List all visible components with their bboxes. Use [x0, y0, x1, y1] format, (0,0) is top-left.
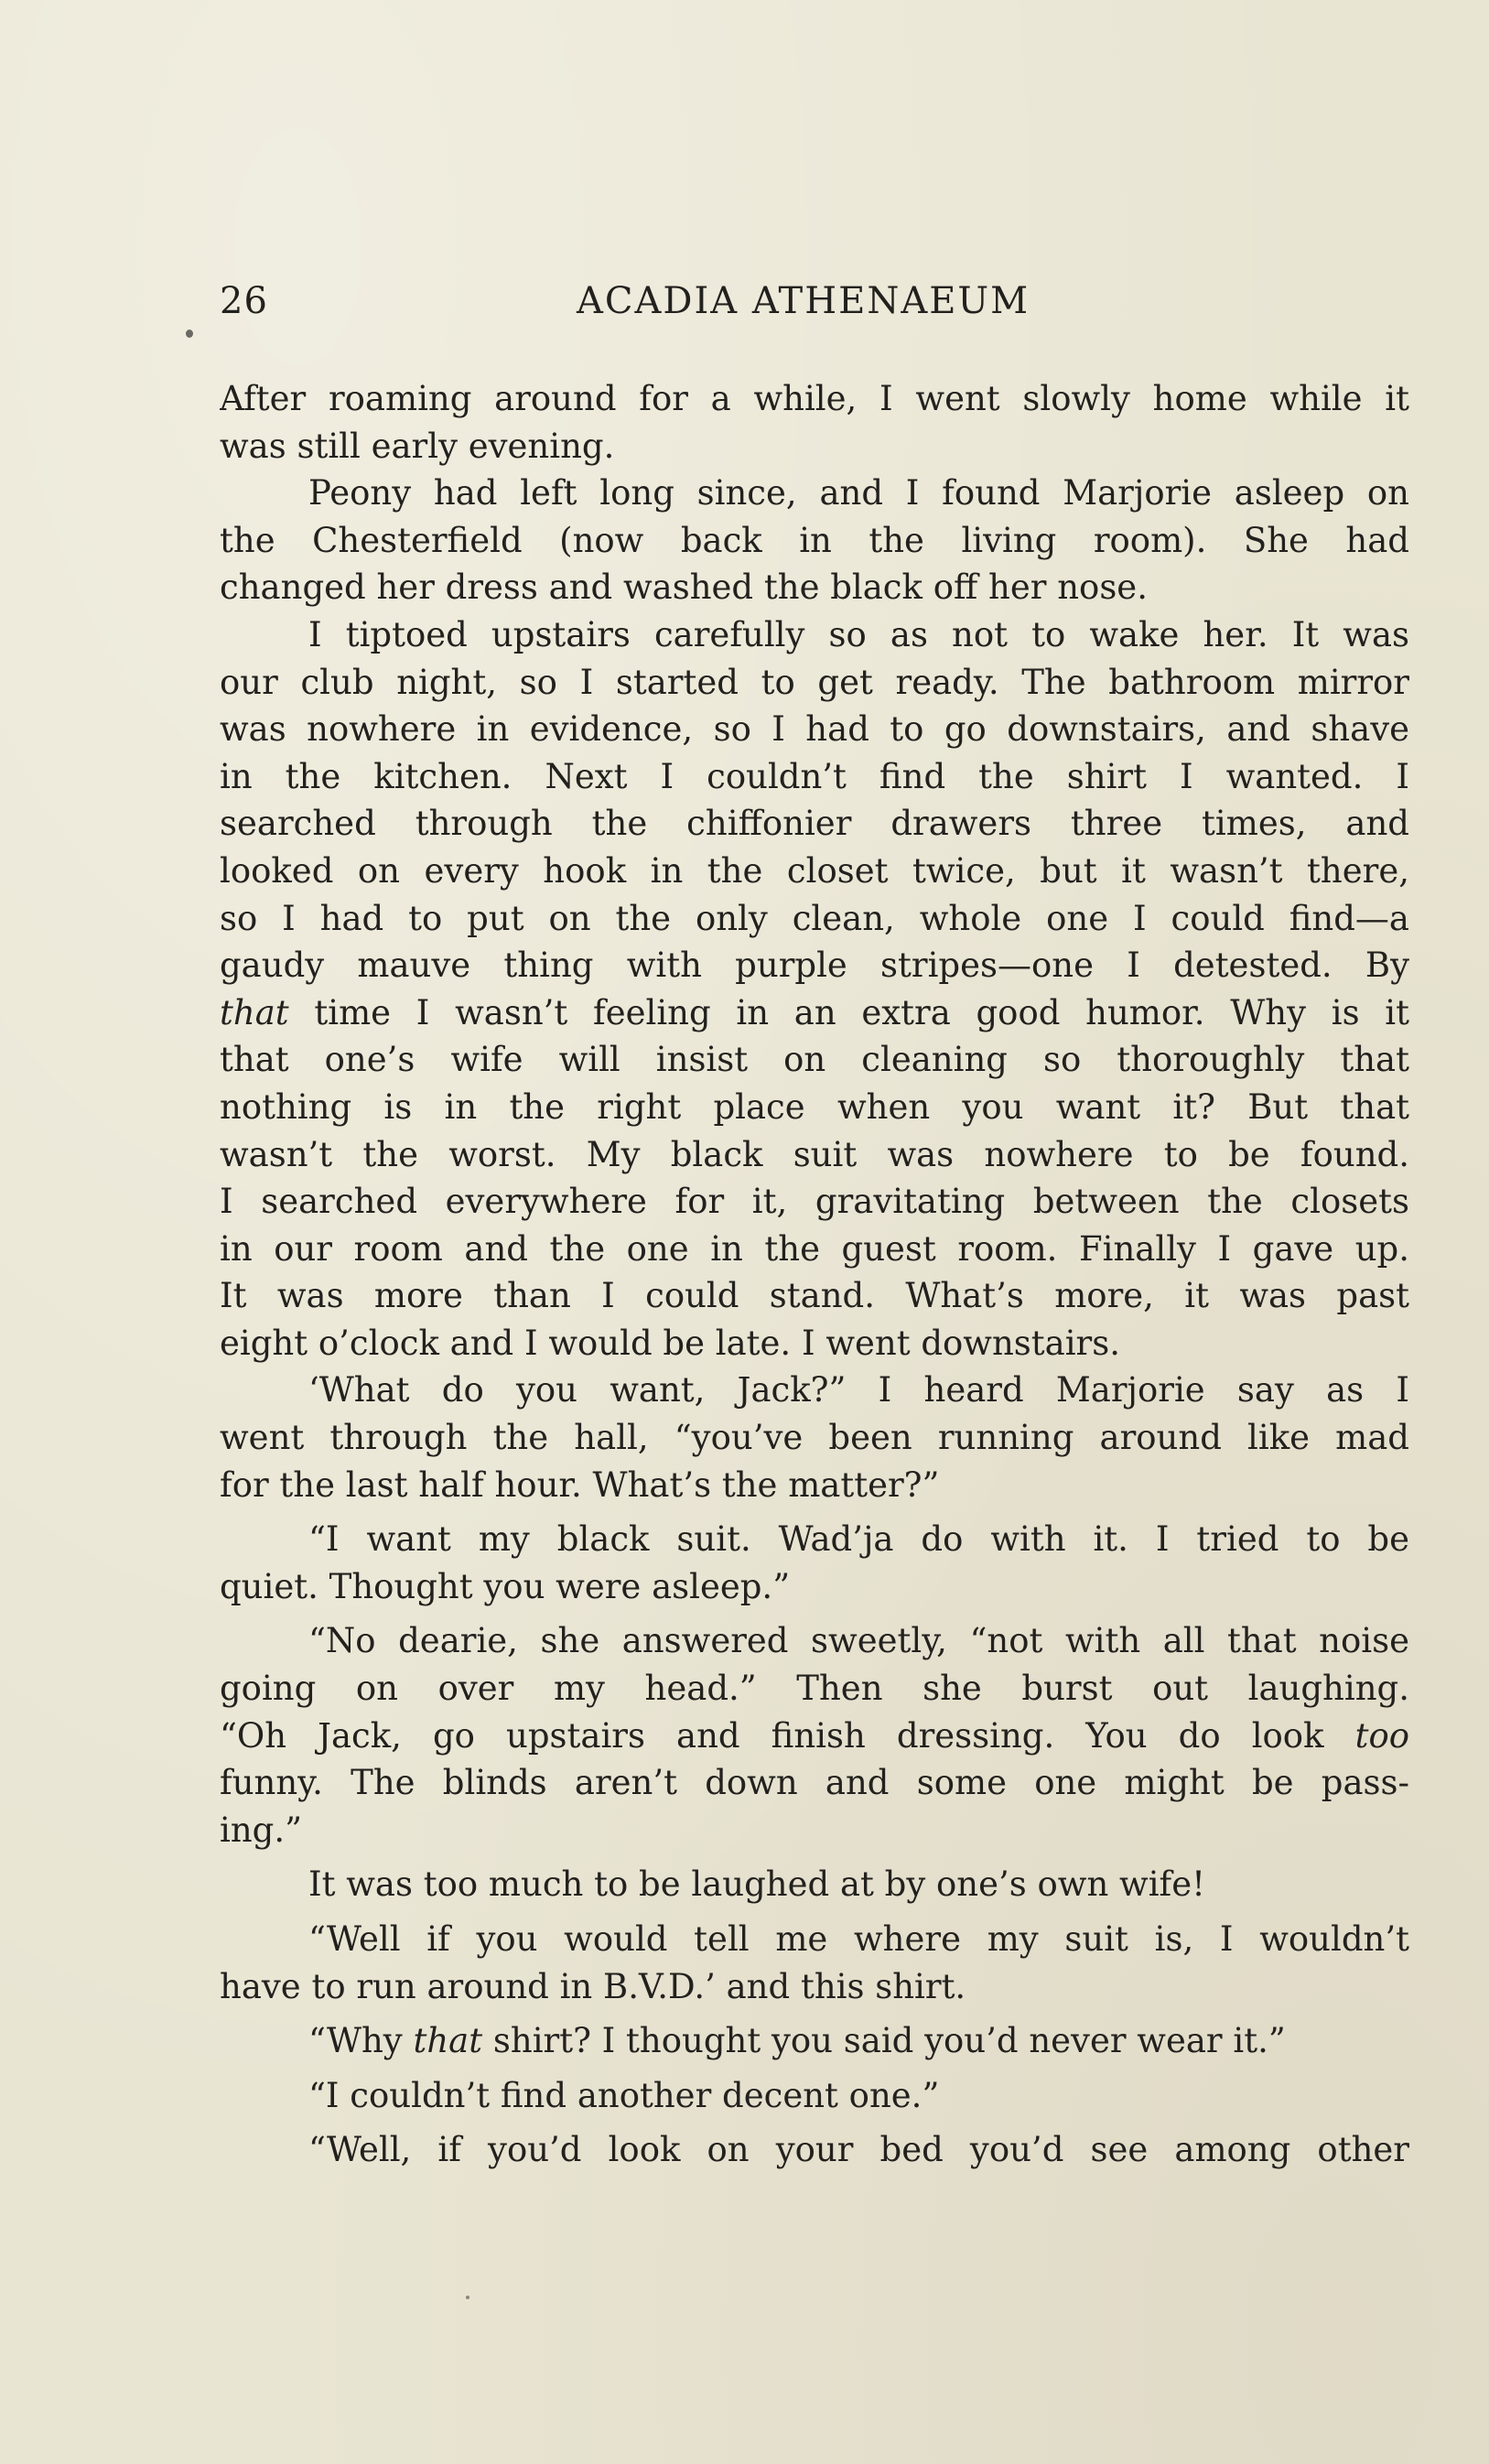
text-line: nothing is in the right place when you want it? But that — [220, 1086, 1409, 1127]
text-line: so I had to put on the only clean, whole one I could find—a — [220, 898, 1409, 938]
body-text — [220, 375, 1409, 2174]
paragraph-first-line: “Well, if you’d look on your bed you’d see among other — [308, 2130, 1409, 2170]
text-line: looked on every hook in the closet twice, but it wasn’t there, — [220, 850, 1409, 891]
paragraph-first-line: “Why that shirt? I thought you said you’d never wear it.” — [308, 2021, 1286, 2061]
page-header — [220, 280, 1409, 335]
text-line: was still early evening. — [220, 426, 615, 466]
ink-speck — [466, 2296, 469, 2299]
text-line: that one’s wife will insist on cleaning so thoroughly that — [220, 1040, 1409, 1080]
paragraph-first-line: Peony had left long since, and I found Marjorie asleep on — [308, 473, 1409, 513]
text-line: in our room and the one in the guest room. Finally I gave up. — [220, 1228, 1409, 1269]
paragraph-first-line: It was too much to be laughed at by one’s own wife! — [308, 1864, 1206, 1905]
italic-word: that — [220, 992, 289, 1032]
text-line: quiet. Thought you were asleep.” — [220, 1566, 791, 1606]
paragraph-first-line: “I want my black suit. Wad’ja do with it. I tried to be — [308, 1519, 1409, 1560]
text-line: wasn’t the worst. My black suit was nowhere to be found. — [220, 1134, 1409, 1174]
ink-speck — [186, 330, 193, 338]
text-line: I searched everywhere for it, gravitating between the closets — [220, 1182, 1409, 1222]
text-line: have to run around in B.V.D.’ and this shirt. — [220, 1966, 966, 2006]
text-line: our club night, so I started to get ready. The bathroom mirror — [220, 662, 1409, 702]
paragraph-first-line: “I couldn’t find another decent one.” — [308, 2075, 940, 2115]
text-line: eight o’clock and I would be late. I went downstairs. — [220, 1323, 1120, 1363]
paragraph-first-line: I tiptoed upstairs carefully so as not to wake her. It was — [308, 614, 1409, 654]
text-line: was nowhere in evidence, so I had to go downstairs, and shave — [220, 709, 1409, 750]
italic-word: that — [413, 2021, 483, 2061]
text-line: After roaming around for a while, I went slowly home while it — [220, 379, 1409, 418]
text-line: changed her dress and washed the black off her nose. — [220, 567, 1148, 608]
running-title: ACADIA ATHENAEUM — [577, 280, 1030, 322]
text-line: in the kitchen. Next I couldn’t find the shirt I wanted. I — [220, 756, 1409, 796]
text-line: going on over my head.” Then she burst out laughing. — [220, 1669, 1409, 1709]
text-line: that time I wasn’t feeling in an extra good humor. Why is it — [220, 992, 1409, 1032]
page-number: 26 — [220, 280, 268, 322]
text-line: ing.” — [220, 1810, 303, 1850]
text-line: “Oh Jack, go upstairs and finish dressing. You do look too — [220, 1715, 1409, 1756]
italic-word: too — [1354, 1715, 1409, 1756]
paragraph-first-line: “Well if you would tell me where my suit is, I wouldn’t — [308, 1919, 1409, 1959]
text-line: for the last half hour. What’s the matter?” — [220, 1464, 940, 1505]
text-line: funny. The blinds aren’t down and some one might be pass- — [220, 1763, 1409, 1803]
paragraph-first-line: ‘What do you want, Jack?” I heard Marjorie say as I — [308, 1370, 1409, 1410]
paragraph-first-line: “No dearie, she answered sweetly, “not with all that noise — [308, 1621, 1409, 1661]
text-line: searched through the chiffonier drawers three times, and — [220, 804, 1409, 844]
text-line: It was more than I could stand. What’s more, it was past — [220, 1276, 1409, 1316]
text-line: went through the hall, “you’ve been running around like mad — [220, 1418, 1409, 1458]
text-line: gaudy mauve thing with purple stripes—one I detested. By — [220, 946, 1409, 986]
text-line: the Chesterfield (now back in the living room). She had — [220, 520, 1409, 560]
